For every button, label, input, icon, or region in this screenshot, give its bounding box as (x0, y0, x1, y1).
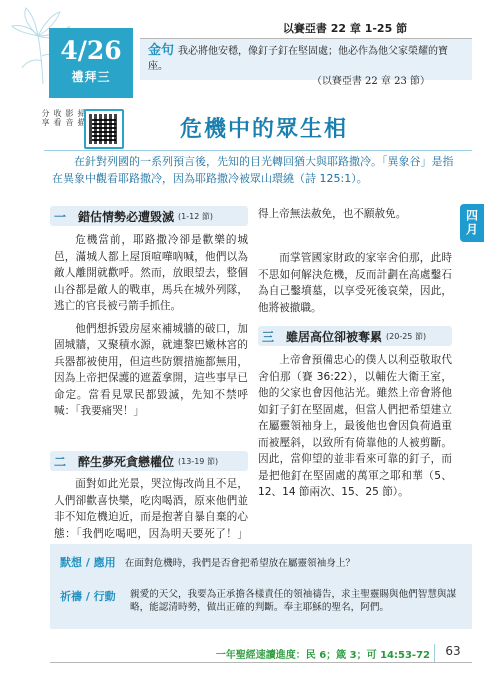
reflect-row (60, 551, 464, 570)
section-title: 醉生夢死貪戀權位 (78, 454, 175, 469)
right-column (258, 206, 452, 501)
pray-text: 親愛的天父，我要為正承擔各樣責任的領袖禱告，求主聖靈賜與他們智慧與謀略，能認清時勢，做出正確的判斷。奉主耶穌的聖名，阿們。 (130, 589, 457, 613)
section-2 (50, 451, 248, 471)
section-2-text-part1 (54, 476, 248, 542)
section-paragraph: 他們想拆毀房屋來補城牆的破口，加固城牆，又聚積水源，就連黎巴嫩林宮的兵器都被使用，但這些防禦措施都無用，因為上帝把保護的遮蓋拿開，這些事早已命定。當看見眾民都毀滅，先知不禁呼喊：「我要痛哭！」 (54, 322, 248, 417)
section-number: 三 (262, 329, 275, 344)
title-divider (44, 150, 472, 151)
section-paragraph: 危機當前，耶路撒冷卻是歡樂的城邑，滿城人都上屋頂喧嘩吶喊，他們以為敵人離開就歡呼。然而，放眼望去，整個山谷都是敵人的戰車，馬兵在城外列隊，逃亡的官長被弓箭手抓住。 (54, 234, 248, 312)
golden-verse-box (140, 39, 472, 87)
footer-divider (50, 662, 472, 663)
qr-caption (41, 109, 86, 149)
pray-label: 祈禱 / 行動 (60, 590, 116, 603)
section-title: 雖居高位卻被奪累 (286, 329, 383, 344)
section-paragraph: 而掌管國家財政的家宰舍伯那，此時不思如何解決危機，反而計劃在高處鑿石為自己鑿墳墓，以享受死後哀榮，因此，他將被撤職。 (258, 252, 452, 314)
date-number: 4/26 (60, 36, 122, 65)
reflect-label: 默想 / 應用 (60, 556, 116, 569)
section-1 (50, 206, 248, 420)
qr-caption-col: 收看 (53, 109, 62, 127)
reading-progress: 一年聖經速讀進度：民 6；箴 3；可 14:53-72 (215, 650, 430, 661)
section-number: 二 (54, 454, 67, 469)
section-paragraph: 面對如此光景，哭泣悔改尚且不足，人們卻歡喜快樂，吃肉喝酒，原來他們並非不知危機迫近，而是抱著自暴自棄的心態：「我們吃喝吧，因為明天要死了！」 (54, 478, 248, 540)
section-3-header (258, 326, 452, 346)
section-ref: (20-25 節) (386, 331, 427, 341)
section-number: 一 (54, 209, 67, 224)
date-badge (49, 28, 133, 98)
section-ref: (1-12 節) (178, 211, 213, 221)
reflect-text: 在面對危機時，我們是否會把希望放在屬靈領袖身上？ (124, 558, 356, 569)
page-title: 危機中的眾生相 (180, 116, 349, 142)
intro-paragraph: 在針對列國的一系列預言後，先知的目光轉回猶大與耶路撒冷。「異象谷」是指在異象中觀看耶路撒冷，因為耶路撒冷被眾山環繞（詩 125:1）。 (52, 155, 454, 185)
section-header (50, 451, 248, 471)
qr-caption-col: 分享 (41, 109, 50, 127)
page-number: 63 (434, 644, 471, 662)
golden-verse-line (148, 43, 464, 74)
qr-code-pattern (92, 117, 116, 141)
golden-verse-text: 我必將他安穩，像釘子釘在堅固處；他必作為他父家榮耀的寶座。 (148, 46, 449, 72)
section-header (50, 206, 248, 226)
qr-caption-col: 影音 (65, 109, 74, 127)
qr-caption-col: 掃描 (77, 109, 86, 127)
section-title: 錯估情勢必遭毀滅 (78, 209, 175, 224)
application-box (50, 544, 472, 629)
section-2-text-part2 (258, 206, 452, 240)
section-paragraph-continued: 得上帝無法赦免，也不願赦免。 (258, 208, 407, 220)
golden-verse-label: 金句 (148, 43, 175, 58)
section-paragraph: 上帝會預備忠心的僕人以利亞敬取代舍伯那（賽 36:22），以輔佐大衛王室，他的父家也會因他沾光。雖然上帝會將他如釘子釘在堅固處，但當人們把希望建立在屬靈領袖身上，最後他也會因負荷過重而被壓斜，以致所有倚靠他的人被剪斷。因此，當仰望的並非看來可靠的釘子，而是把他釘在堅固處的萬軍之耶和華（5、12、14 節兩次、15、25 節）。 (258, 354, 452, 498)
reading-range: 以賽亞書 22 章 1-25 節 (282, 22, 408, 35)
golden-verse-ref: （以賽亞書 22 章 23 節） (311, 76, 430, 87)
section-ref: (13-19 節) (178, 456, 219, 466)
weekday-label: 禮拜三 (71, 70, 111, 84)
month-side-tab[interactable]: 四月 (460, 204, 484, 242)
